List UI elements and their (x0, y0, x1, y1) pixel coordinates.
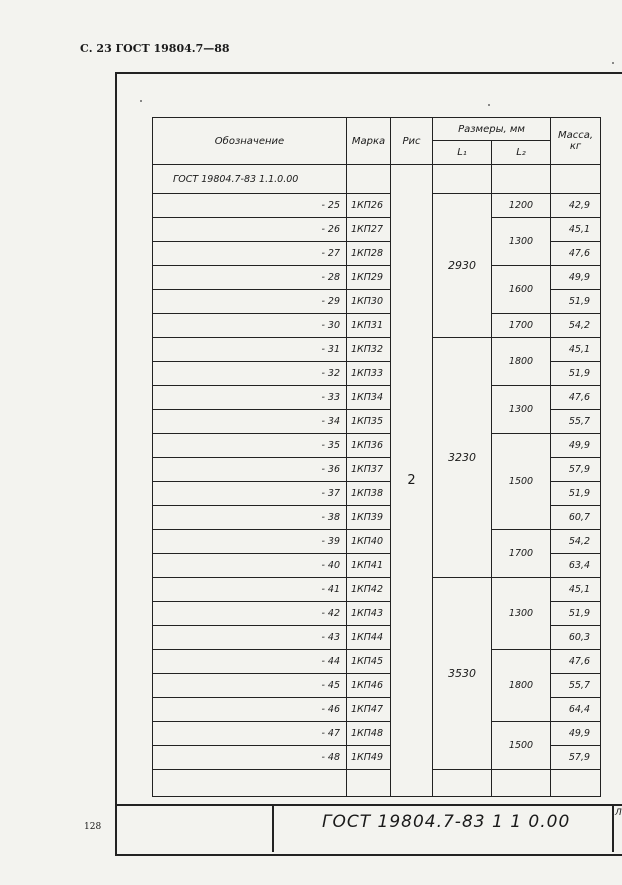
title-block-divider (272, 804, 274, 852)
row-designation: - 39 (153, 530, 347, 554)
page-header: С. 23 ГОСТ 19804.7—88 (80, 42, 230, 55)
row-mark: 1КП31 (347, 314, 391, 338)
row-mark: 1КП48 (347, 722, 391, 746)
table-row (153, 218, 601, 242)
table-row (153, 530, 601, 554)
specification-table (152, 117, 601, 797)
row-mass: 60,7 (551, 506, 601, 530)
row-mark: 1КП39 (347, 506, 391, 530)
row-designation: - 48 (153, 746, 347, 770)
row-designation: - 27 (153, 242, 347, 266)
row-mass: 51,9 (551, 602, 601, 626)
l2-cell: 1300 (492, 218, 551, 266)
row-mass: 54,2 (551, 314, 601, 338)
l2-cell: 1700 (492, 314, 551, 338)
title-block-divider (612, 804, 614, 852)
row-designation: - 38 (153, 506, 347, 530)
row-designation: - 26 (153, 218, 347, 242)
row-mark: 1КП42 (347, 578, 391, 602)
row-designation: - 42 (153, 602, 347, 626)
col-figure: Рис (391, 118, 433, 165)
l2-cell: 1300 (492, 386, 551, 434)
row-mark: 1КП35 (347, 410, 391, 434)
row-mark: 1КП38 (347, 482, 391, 506)
col-sizes: Размеры, мм (433, 118, 551, 141)
table-row (153, 266, 601, 290)
l2-cell: 1600 (492, 266, 551, 314)
row-mark: 1КП45 (347, 650, 391, 674)
title-mass (551, 165, 601, 194)
row-mass: 51,9 (551, 482, 601, 506)
table-row (153, 338, 601, 362)
row-designation: - 25 (153, 194, 347, 218)
row-mass: 64,4 (551, 698, 601, 722)
row-designation: - 34 (153, 410, 347, 434)
row-mark: 1КП34 (347, 386, 391, 410)
table-row (153, 434, 601, 458)
scan-speck (140, 100, 142, 102)
row-designation: - 31 (153, 338, 347, 362)
row-mark: 1КП46 (347, 674, 391, 698)
row-mark: 1КП32 (347, 338, 391, 362)
title-designation: ГОСТ 19804.7-83 1.1.0.00 (153, 165, 347, 194)
row-mass: 57,9 (551, 746, 601, 770)
row-mass: 60,3 (551, 626, 601, 650)
l2-cell: 1200 (492, 194, 551, 218)
title-block-code: ГОСТ 19804.7-83 1 1 0.00 (322, 812, 571, 832)
table-row (153, 650, 601, 674)
row-designation: - 47 (153, 722, 347, 746)
l2-cell: 1300 (492, 578, 551, 650)
page-number: 128 (84, 822, 102, 832)
table-empty-row (153, 770, 601, 797)
row-designation: - 43 (153, 626, 347, 650)
row-designation: - 36 (153, 458, 347, 482)
l1-cell: 2930 (433, 194, 492, 338)
l2-cell: 1500 (492, 434, 551, 530)
table-row (153, 386, 601, 410)
figure-cell: 2 (391, 165, 433, 797)
row-mark: 1КП28 (347, 242, 391, 266)
row-mass: 49,9 (551, 434, 601, 458)
row-designation: - 32 (153, 362, 347, 386)
l1-cell: 3230 (433, 338, 492, 578)
empty-cell (153, 770, 347, 797)
row-designation: - 41 (153, 578, 347, 602)
empty-cell (347, 770, 391, 797)
l2-cell: 1500 (492, 722, 551, 770)
row-designation: - 30 (153, 314, 347, 338)
row-mass: 49,9 (551, 266, 601, 290)
scan-speck (612, 62, 614, 64)
row-mark: 1КП44 (347, 626, 391, 650)
scan-speck (488, 104, 490, 106)
title-mark (347, 165, 391, 194)
row-mass: 57,9 (551, 458, 601, 482)
row-mark: 1КП37 (347, 458, 391, 482)
row-mass: 54,2 (551, 530, 601, 554)
row-mass: 45,1 (551, 578, 601, 602)
table-title-row (153, 165, 601, 194)
row-designation: - 44 (153, 650, 347, 674)
col-l1: L₁ (433, 141, 492, 165)
row-designation: - 29 (153, 290, 347, 314)
table-row (153, 578, 601, 602)
row-mass: 63,4 (551, 554, 601, 578)
row-mass: 42,9 (551, 194, 601, 218)
row-mass: 55,7 (551, 674, 601, 698)
row-mass: 55,7 (551, 410, 601, 434)
table-row (153, 314, 601, 338)
l2-cell: 1800 (492, 650, 551, 722)
row-mass: 45,1 (551, 218, 601, 242)
empty-cell (492, 770, 551, 797)
row-mark: 1КП43 (347, 602, 391, 626)
title-l1 (433, 165, 492, 194)
title-block-sheet-label: Л (615, 808, 622, 818)
row-designation: - 46 (153, 698, 347, 722)
row-designation: - 40 (153, 554, 347, 578)
row-mark: 1КП30 (347, 290, 391, 314)
table-row (153, 194, 601, 218)
col-l2: L₂ (492, 141, 551, 165)
row-mark: 1КП41 (347, 554, 391, 578)
row-mass: 47,6 (551, 650, 601, 674)
row-designation: - 35 (153, 434, 347, 458)
title-l2 (492, 165, 551, 194)
row-designation: - 28 (153, 266, 347, 290)
table-header-row (153, 118, 601, 141)
row-mark: 1КП29 (347, 266, 391, 290)
empty-cell (433, 770, 492, 797)
title-block-border (115, 804, 622, 806)
l2-cell: 1700 (492, 530, 551, 578)
row-designation: - 45 (153, 674, 347, 698)
row-mass: 51,9 (551, 290, 601, 314)
row-mass: 45,1 (551, 338, 601, 362)
row-mark: 1КП27 (347, 218, 391, 242)
row-designation: - 37 (153, 482, 347, 506)
row-mark: 1КП26 (347, 194, 391, 218)
col-mass: Масса, кг (551, 118, 601, 165)
row-mark: 1КП33 (347, 362, 391, 386)
col-mark: Марка (347, 118, 391, 165)
row-designation: - 33 (153, 386, 347, 410)
row-mass: 47,6 (551, 386, 601, 410)
row-mass: 47,6 (551, 242, 601, 266)
col-designation: Обозначение (153, 118, 347, 165)
table-row (153, 722, 601, 746)
row-mass: 51,9 (551, 362, 601, 386)
row-mark: 1КП40 (347, 530, 391, 554)
row-mark: 1КП47 (347, 698, 391, 722)
empty-cell (551, 770, 601, 797)
l2-cell: 1800 (492, 338, 551, 386)
row-mark: 1КП36 (347, 434, 391, 458)
l1-cell: 3530 (433, 578, 492, 770)
row-mass: 49,9 (551, 722, 601, 746)
row-mark: 1КП49 (347, 746, 391, 770)
